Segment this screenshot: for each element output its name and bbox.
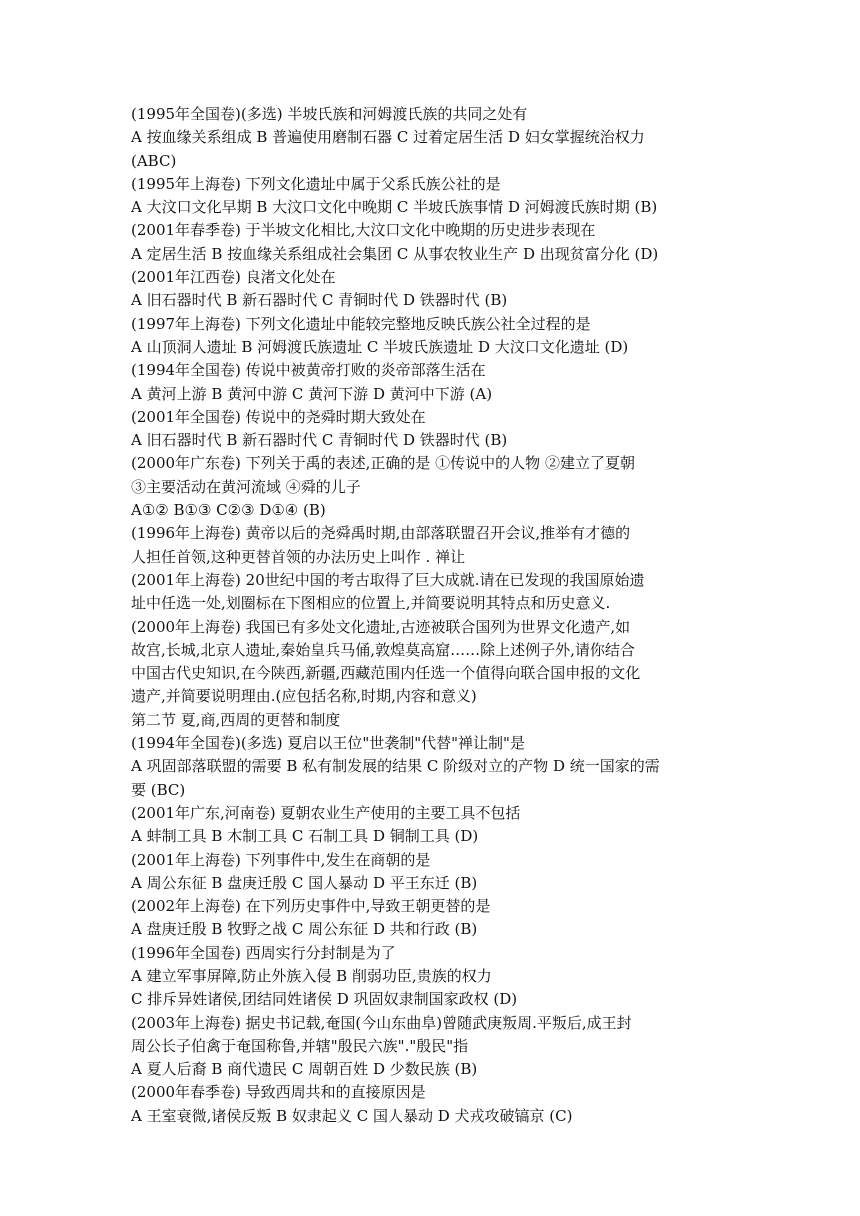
text-line: 址中任选一处,划圈标在下图相应的位置上,并简要说明其特点和历史意义. — [131, 594, 611, 613]
text-line: (1994年全国卷)(多选) 夏启以王位"世袭制"代替"禅让制"是 — [131, 734, 525, 753]
text-line: (1996年全国卷) 西周实行分封制是为了 — [131, 943, 396, 962]
text-line: (2001年上海卷) 20世纪中国的考古取得了巨大成就.请在已发现的我国原始遗 — [131, 570, 645, 589]
text-line: 故宫,长城,北京人遗址,秦始皇兵马俑,敦煌莫高窟……除上述例子外,请你结合 — [131, 640, 635, 659]
text-line: (2001年广东,河南卷) 夏朝农业生产使用的主要工具不包括 — [131, 803, 521, 822]
text-line: A①② B①③ C②③ D①④ (B) — [131, 501, 326, 520]
text-line: A 大汶口文化早期 B 大汶口文化中晚期 C 半坡氏族事情 D 河姆渡氏族时期 (B) — [131, 198, 658, 217]
text-line: (ABC) — [131, 151, 177, 170]
text-line: A 蚌制工具 B 木制工具 C 石制工具 D 铜制工具 (D) — [131, 827, 479, 846]
text-line: (1996年上海卷) 黄帝以后的尧舜禹时期,由部落联盟召开会议,推举有才德的 — [131, 524, 631, 543]
text-line: A 旧石器时代 B 新石器时代 C 青铜时代 D 铁器时代 (B) — [131, 291, 508, 310]
text-line: (2000年广东卷) 下列关于禹的表述,正确的是 ①传说中的人物 ②建立了夏朝 — [131, 454, 635, 473]
text-line: A 旧石器时代 B 新石器时代 C 青铜时代 D 铁器时代 (B) — [131, 431, 508, 450]
text-line: A 黄河上游 B 黄河中游 C 黄河下游 D 黄河中下游 (A) — [131, 384, 493, 403]
text-line: (2001年全国卷) 传说中的尧舜时期大致处在 — [131, 407, 426, 426]
text-line: (2003年上海卷) 据史书记载,奄国(今山东曲阜)曾随武庚叛周.平叛后,成王封 — [131, 1013, 632, 1032]
text-line: (2000年上海卷) 我国已有多处文化遗址,古迹被联合国列为世界文化遗产,如 — [131, 617, 631, 636]
text-line: A 夏人后裔 B 商代遗民 C 周朝百姓 D 少数民族 (B) — [131, 1060, 478, 1079]
text-line: 要 (BC) — [131, 780, 186, 799]
text-line: (1995年全国卷)(多选) 半坡氏族和河姆渡氏族的共同之处有 — [131, 105, 528, 123]
text-line: A 盘庚迁殷 B 牧野之战 C 周公东征 D 共和行政 (B) — [131, 920, 478, 939]
text-line: (1997年上海卷) 下列文化遗址中能较完整地反映氏族公社全过程的是 — [131, 314, 591, 333]
text-line: C 排斥异姓诸侯,团结同姓诸侯 D 巩固奴隶制国家政权 (D) — [131, 990, 518, 1009]
text-line: A 王室衰微,诸侯反叛 B 奴隶起义 C 国人暴动 D 犬戎攻破镐京 (C) — [131, 1106, 573, 1125]
text-line: (1995年上海卷) 下列文化遗址中属于父系氏族公社的是 — [131, 174, 501, 193]
text-line: 人担任首领,这种更替首领的办法历史上叫作 . 禅让 — [131, 547, 466, 566]
text-line: A 定居生活 B 按血缘关系组成社会集团 C 从事农牧业生产 D 出现贫富分化 (D) — [131, 244, 659, 263]
text-line: ③主要活动在黄河流域 ④舜的儿子 — [131, 477, 361, 496]
text-line: (2001年春季卷) 于半坡文化相比,大汶口文化中晚期的历史进步表现在 — [131, 221, 596, 240]
text-line: (2000年春季卷) 导致西周共和的直接原因是 — [131, 1083, 426, 1102]
text-line: (1994年全国卷) 传说中被黄帝打败的炎帝部落生活在 — [131, 361, 486, 380]
document-body — [131, 103, 731, 1128]
text-line: A 周公东征 B 盘庚迁殷 C 国人暴动 D 平王东迁 (B) — [131, 873, 478, 892]
text-line: 周公长子伯禽于奄国称鲁,并辖"殷民六族"."殷民"指 — [131, 1036, 469, 1055]
text-line: A 巩固部落联盟的需要 B 私有制发展的结果 C 阶级对立的产物 D 统一国家的需 — [131, 757, 660, 776]
text-line: A 按血缘关系组成 B 普遍使用磨制石器 C 过着定居生活 D 妇女掌握统治权力 — [131, 128, 645, 147]
text-line: (2001年江西卷) 良渚文化处在 — [131, 268, 336, 287]
text-line: 中国古代史知识,在今陕西,新疆,西藏范围内任选一个值得向联合国申报的文化 — [131, 664, 641, 683]
text-line: 遗产,并简要说明理由.(应包括名称,时期,内容和意义) — [131, 687, 477, 706]
text-line: A 山顶洞人遗址 B 河姆渡氏族遗址 C 半坡氏族遗址 D 大汶口文化遗址 (D) — [131, 337, 629, 356]
section-heading: 第二节 夏,商,西周的更替和制度 — [131, 710, 341, 729]
text-line: (2002年上海卷) 在下列历史事件中,导致王朝更替的是 — [131, 897, 491, 916]
text-line: A 建立军事屏障,防止外族入侵 B 削弱功臣,贵族的权力 — [131, 966, 492, 985]
text-line: (2001年上海卷) 下列事件中,发生在商朝的是 — [131, 850, 431, 869]
